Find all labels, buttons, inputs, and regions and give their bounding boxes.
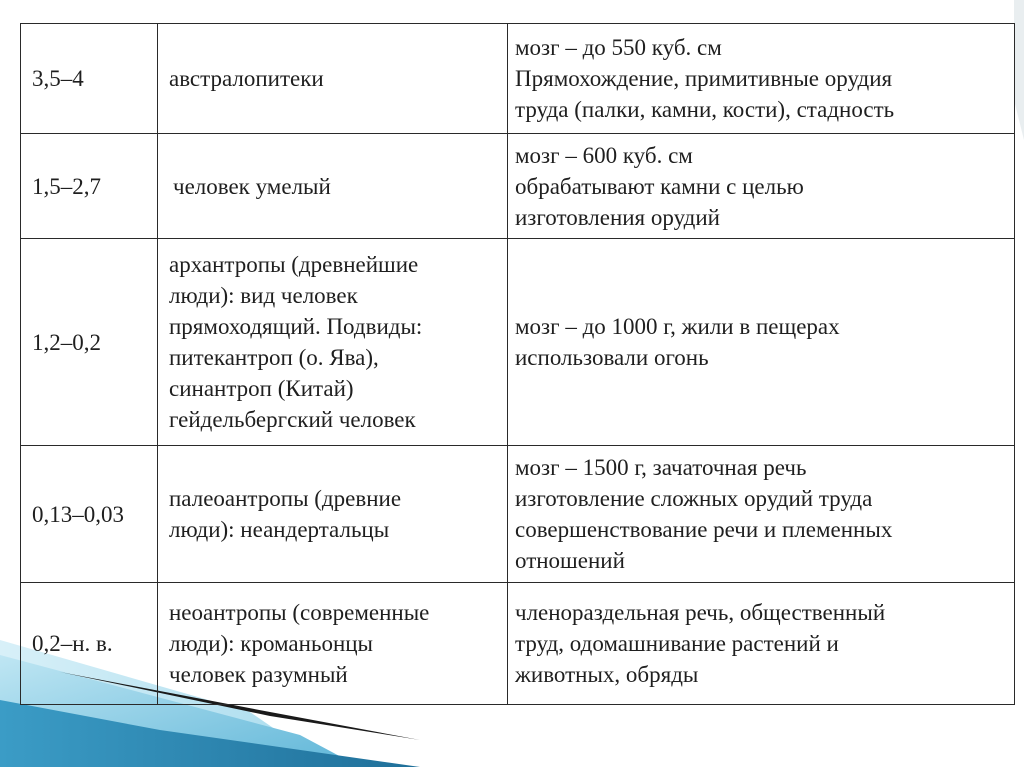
group-cell: австралопитеки bbox=[158, 24, 508, 134]
right-edge-strip bbox=[1014, 0, 1024, 140]
table-row bbox=[21, 24, 1015, 134]
features-cell: мозг – до 1000 г, жили в пещерах использовали огонь bbox=[508, 239, 1015, 446]
features-cell: членораздельная речь, общественный труд, одомашнивание растений и животных, обряды bbox=[508, 583, 1015, 705]
period-cell: 0,2–н. в. bbox=[21, 583, 158, 705]
group-cell: неоантропы (современные люди): кроманьонцы человек разумный bbox=[158, 583, 508, 705]
group-cell: архантропы (древнейшие люди): вид человек прямоходящий. Подвиды: питекантроп (о. Ява), синантроп (Китай) гейдельбергский человек bbox=[158, 239, 508, 446]
evolution-table bbox=[20, 23, 1015, 705]
group-cell: человек умелый bbox=[158, 134, 508, 239]
period-cell: 1,2–0,2 bbox=[21, 239, 158, 446]
table-row bbox=[21, 239, 1015, 446]
table-row bbox=[21, 134, 1015, 239]
table-row bbox=[21, 583, 1015, 705]
period-cell: 3,5–4 bbox=[21, 24, 158, 134]
features-cell: мозг – 1500 г, зачаточная речь изготовление сложных орудий труда совершенствование речи и племенных отношений bbox=[508, 446, 1015, 583]
period-cell: 0,13–0,03 bbox=[21, 446, 158, 583]
features-cell: мозг – до 550 куб. см Прямохождение, примитивные орудия труда (палки, камни, кости), стадность bbox=[508, 24, 1015, 134]
features-cell: мозг – 600 куб. см обрабатывают камни с целью изготовления орудий bbox=[508, 134, 1015, 239]
table-row bbox=[21, 446, 1015, 583]
period-cell: 1,5–2,7 bbox=[21, 134, 158, 239]
group-cell: палеоантропы (древние люди): неандертальцы bbox=[158, 446, 508, 583]
